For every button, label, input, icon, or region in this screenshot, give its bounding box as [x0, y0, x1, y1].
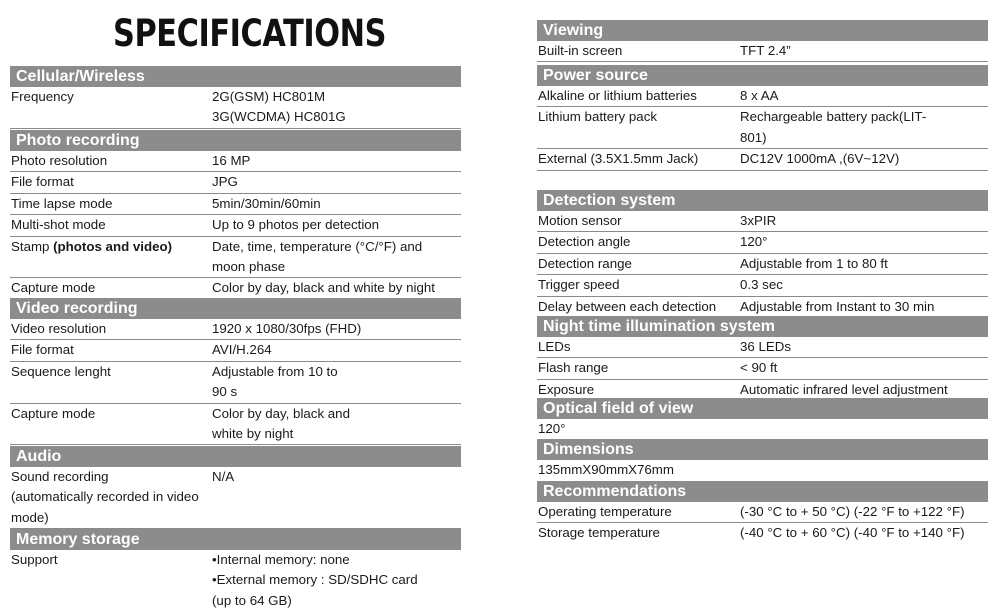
section-audio [10, 446, 461, 529]
spec-label [10, 319, 212, 339]
spec-row [537, 254, 988, 275]
section-power-source [537, 65, 988, 171]
spec-label-line: External (3.5X1.5mm Jack) [538, 151, 699, 167]
spec-value [212, 194, 461, 214]
spec-label [10, 467, 212, 528]
spec-label-line: Frequency [11, 89, 74, 104]
spec-label [537, 149, 740, 169]
spec-label [537, 41, 740, 61]
spec-row [10, 172, 461, 193]
spec-label-line: Motion sensor [538, 213, 622, 228]
page-title: SPECIFICATIONS [113, 12, 387, 55]
spec-label [537, 211, 740, 231]
spec-value [740, 337, 988, 357]
spec-value-line: 8 x AA [740, 88, 779, 103]
section-header: Audio [10, 446, 461, 467]
spec-value [212, 215, 461, 235]
spec-value-line: •External memory : SD/SDHC card [212, 572, 418, 588]
spec-rows [10, 151, 461, 300]
spec-row [537, 149, 988, 170]
spec-value-line: N/A [212, 469, 235, 484]
spec-value-line: 3xPIR [740, 213, 777, 228]
spec-row [10, 362, 461, 404]
spec-value [740, 232, 988, 252]
spec-row [10, 87, 461, 129]
section-value: 135mmX90mmX76mm [538, 462, 674, 477]
spec-label [10, 172, 212, 192]
spec-label [10, 237, 212, 278]
spec-label [537, 232, 740, 252]
spec-row [537, 523, 988, 543]
section-memory-storage [10, 529, 461, 611]
spec-value-line: JPG [212, 174, 238, 190]
spec-value-line: 36 LEDs [740, 339, 791, 354]
spec-rows [10, 319, 461, 445]
spec-value [212, 87, 461, 128]
spec-label [10, 215, 212, 235]
spec-row [537, 232, 988, 253]
section-photo-recording [10, 130, 461, 300]
spec-row [10, 194, 461, 215]
spec-value [740, 149, 988, 169]
spec-rows [10, 467, 461, 529]
spec-value [740, 86, 988, 106]
spec-label-line: Time lapse mode [11, 195, 113, 211]
spec-label-line: Video resolution [11, 321, 107, 336]
section-header: Power source [537, 65, 988, 86]
spec-value-line: 0.3 sec [740, 277, 783, 293]
spec-value [740, 41, 988, 61]
spec-value [740, 297, 988, 317]
spec-row [537, 275, 988, 296]
spec-row [10, 319, 461, 340]
spec-value [740, 107, 988, 148]
spec-value [212, 237, 461, 278]
spec-label-line: Detection angle [538, 234, 631, 250]
spec-label-line: Photo resolution [11, 153, 108, 168]
spec-label-line: File format [11, 342, 74, 358]
spec-value [740, 358, 988, 378]
section-viewing [537, 20, 988, 62]
spec-value-line: Adjustable from 1 to 80 ft [740, 255, 888, 271]
spec-value-line: Color by day, black and white by night [212, 280, 435, 296]
spec-label-line: Support [11, 552, 58, 567]
spec-label-line: Flash range [538, 360, 609, 376]
spec-value-line: (up to 64 GB) [212, 592, 292, 608]
spec-value-line: Adjustable from 10 to [212, 363, 338, 379]
spec-label [10, 362, 212, 403]
spec-value-line: 5min/30min/60min [212, 195, 321, 211]
section-header: Detection system [537, 190, 988, 211]
spec-label-line: Lithium battery pack [538, 109, 657, 125]
spec-label [537, 358, 740, 378]
section-header: Night time illumination system [537, 316, 988, 337]
spec-label-line: Multi-shot mode [11, 217, 106, 233]
spec-label-line [11, 237, 212, 257]
spec-label [537, 107, 740, 148]
section-detection-system [537, 190, 988, 318]
spec-value [212, 151, 461, 171]
spec-label-line: File format [11, 174, 74, 190]
spec-value-line: DC12V 1000mA ,(6V~12V) [740, 151, 900, 167]
spec-value-line: •Internal memory: none [212, 552, 350, 567]
spec-value-line: (-40 °C to + 60 °C) (-40 °F to +140 °F) [740, 525, 965, 541]
spec-row [10, 404, 461, 446]
spec-value [740, 254, 988, 274]
spec-value-line: AVI/H.264 [212, 342, 272, 358]
spec-row [537, 297, 988, 318]
spec-label-text: Stamp [11, 238, 54, 254]
spec-value [212, 404, 461, 445]
spec-label-line: Capture mode [11, 280, 96, 296]
section-value: 120° [538, 421, 566, 436]
spec-value [740, 502, 988, 522]
spec-value [740, 523, 988, 543]
section-dimensions [537, 439, 988, 480]
spec-label-line: mode) [11, 509, 49, 525]
spec-value [212, 340, 461, 360]
spec-rows [537, 211, 988, 318]
spec-label-line: Sequence lenght [11, 363, 111, 379]
spec-label [537, 502, 740, 522]
spec-value [740, 211, 988, 231]
spec-value-line: moon phase [212, 259, 286, 275]
spec-rows [537, 337, 988, 401]
spec-label-emphasis: (photos and video) [53, 238, 173, 254]
spec-row [10, 151, 461, 172]
section-video-recording [10, 298, 461, 445]
spec-label-line: Delay between each detection [538, 298, 717, 314]
spec-rows [537, 41, 988, 62]
spec-value-line: Color by day, black and [212, 405, 350, 421]
spec-label [10, 550, 212, 611]
spec-rows [10, 87, 461, 129]
spec-label-line: Trigger speed [538, 277, 620, 293]
spec-value-line: (-30 °C to + 50 °C) (-22 °F to +122 °F) [740, 504, 965, 519]
section-header: Dimensions [537, 439, 988, 460]
spec-value-line: 2G(GSM) HC801M [212, 89, 326, 104]
spec-row [10, 278, 461, 299]
spec-row [537, 502, 988, 523]
spec-label [10, 404, 212, 445]
spec-value-line: Automatic infrared level adjustment [740, 381, 948, 397]
spec-row [10, 237, 461, 279]
spec-label [10, 151, 212, 171]
spec-value-line: Adjustable from Instant to 30 min [740, 298, 935, 314]
spec-label [537, 523, 740, 543]
spec-value [740, 275, 988, 295]
spec-label [10, 278, 212, 298]
spec-value-line: 1920 x 1080/30fps (FHD) [212, 321, 362, 336]
spec-label-line: Built-in screen [538, 43, 623, 58]
spec-label-line: Detection range [538, 255, 632, 271]
spec-value-line: Date, time, temperature (°C/°F) and [212, 238, 423, 254]
spec-label [537, 254, 740, 274]
section-optical-field-of-view [537, 398, 988, 439]
spec-value-line: 3G(WCDMA) HC801G [212, 109, 346, 125]
spec-value-line: Rechargeable battery pack(LIT- [740, 109, 927, 125]
spec-value-line: 90 s [212, 384, 238, 400]
spec-value-line: < 90 ft [740, 360, 778, 376]
spec-label [10, 194, 212, 214]
spec-value [212, 550, 461, 611]
section-header: Recommendations [537, 481, 988, 502]
spec-value-line: 801) [740, 129, 767, 145]
spec-value-line: white by night [212, 426, 294, 442]
spec-row [537, 86, 988, 107]
spec-row [537, 41, 988, 62]
section-night-time-illumination-system [537, 316, 988, 401]
spec-label [537, 297, 740, 317]
spec-label [537, 337, 740, 357]
section-header: Viewing [537, 20, 988, 41]
spec-label [10, 87, 212, 128]
spec-value-line: 120° [740, 234, 768, 250]
spec-label-line: (automatically recorded in video [11, 489, 199, 505]
spec-label-line: Capture mode [11, 405, 96, 421]
spec-label-line: Sound recording [11, 469, 109, 484]
spec-value [212, 278, 461, 298]
spec-label [537, 86, 740, 106]
section-header: Memory storage [10, 529, 461, 550]
spec-row [10, 550, 461, 611]
spec-value [212, 319, 461, 339]
spec-value-line: TFT 2.4” [740, 43, 791, 58]
spec-label-line: Alkaline or lithium batteries [538, 88, 697, 103]
section-header: Optical field of view [537, 398, 988, 419]
spec-label [10, 340, 212, 360]
section-cellular-wireless [10, 66, 461, 129]
spec-rows [537, 502, 988, 544]
spec-row [10, 340, 461, 361]
spec-label-line: Storage temperature [538, 525, 660, 541]
spec-row [537, 337, 988, 358]
section-header: Photo recording [10, 130, 461, 151]
section-header: Cellular/Wireless [10, 66, 461, 87]
spec-row [537, 211, 988, 232]
section-header: Video recording [10, 298, 461, 319]
spec-value-line: 16 MP [212, 153, 251, 168]
spec-row [10, 467, 461, 529]
spec-row [537, 107, 988, 149]
spec-rows [537, 86, 988, 171]
spec-row [537, 358, 988, 379]
section-recommendations [537, 481, 988, 544]
spec-value [212, 172, 461, 192]
spec-label-line: LEDs [538, 339, 571, 354]
spec-rows [10, 550, 461, 611]
spec-row [10, 215, 461, 236]
spec-label-line: Exposure [538, 381, 595, 397]
spec-value [212, 467, 461, 528]
spec-label [537, 275, 740, 295]
spec-label-line: Operating temperature [538, 504, 672, 519]
spec-value-line: Up to 9 photos per detection [212, 217, 380, 233]
spec-value [212, 362, 461, 403]
